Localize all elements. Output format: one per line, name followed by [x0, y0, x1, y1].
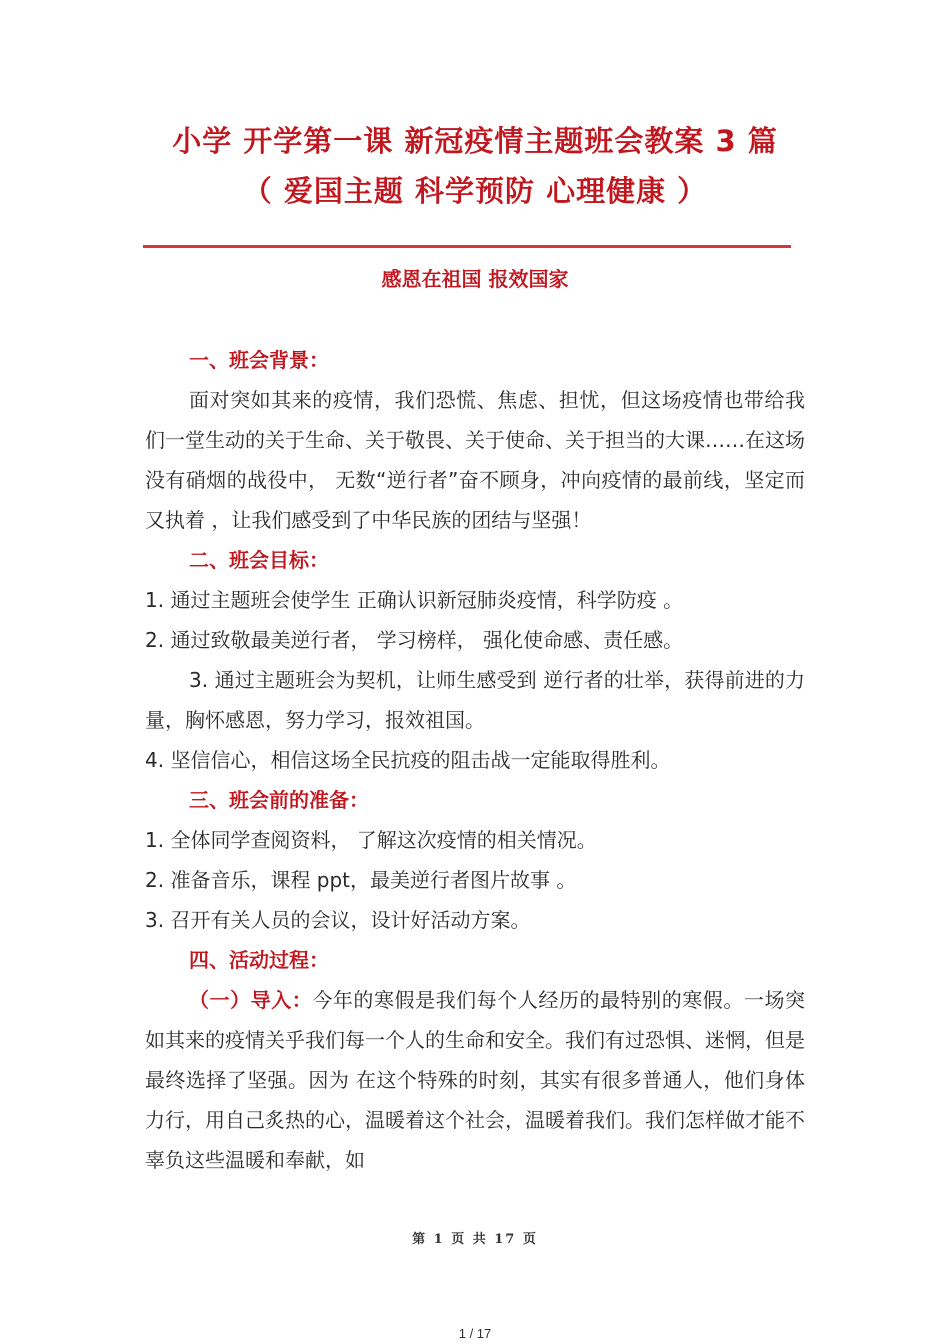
- document-subtitle: 感恩在祖国 报效国家: [381, 267, 569, 291]
- document-body: [145, 340, 805, 1180]
- goal-item-1: 1. 通过主题班会使学生 正确认识新冠肺炎疫情，科学防疫 。: [145, 588, 684, 612]
- document-title-line2: （ 爱国主题 科学预防 心理健康 ）: [242, 174, 708, 208]
- intro-paragraph: [145, 980, 805, 1180]
- section-heading-background: 一、班会背景：: [189, 348, 329, 372]
- section-heading-goals: 二、班会目标：: [189, 548, 329, 572]
- page-indicator: 1 / 17: [458, 1326, 492, 1341]
- prep-item-2: 2. 准备音乐，课程 ppt，最美逆行者图片故事 。: [145, 868, 577, 892]
- page-footer: 第 1 页 共 17 页: [412, 1232, 538, 1247]
- document-title-line1: 小学 开学第一课 新冠疫情主题班会教案 3 篇: [172, 124, 778, 158]
- intro-lead-label: （一）导入：: [189, 988, 313, 1012]
- prep-item-1: 1. 全体同学查阅资料， 了解这次疫情的相关情况。: [145, 828, 597, 852]
- section-heading-preparation: 三、班会前的准备：: [189, 788, 369, 812]
- title-divider: [143, 245, 791, 248]
- intro-paragraph-text: 今年的寒假是我们每个人经历的最特别的寒假。一场突如其来的疫情关乎我们每一个人的生命和安全。我们有过恐惧、迷惘，但是最终选择了坚强。因为 在这个特殊的时刻，其实有很多普通人，他们身体力行，用自己炙热的心，温暖着这个社会，温暖着我们。我们怎样做才能不辜负这些温暖和奉献，如: [145, 988, 806, 1172]
- goal-item-3: 3. 通过主题班会为契机，让师生感受到 逆行者的壮举，获得前进的力量，胸怀感恩，努力学习，报效祖国。: [145, 668, 805, 732]
- goal-item-4: 4. 坚信信心，相信这场全民抗疫的阻击战一定能取得胜利。: [145, 748, 671, 772]
- section-heading-process: 四、活动过程：: [189, 948, 329, 972]
- goal-item-2: 2. 通过致敬最美逆行者， 学习榜样， 强化使命感、责任感。: [145, 628, 684, 652]
- prep-item-3: 3. 召开有关人员的会议，设计好活动方案。: [145, 908, 531, 932]
- background-paragraph: 面对突如其来的疫情，我们恐慌、焦虑、担忧，但这场疫情也带给我们一堂生动的关于生命、关于敬畏、关于使命、关于担当的大课……在这场没有硝烟的战役中， 无数“逆行者”奋不顾身，冲向疫情的最前线，坚定而又执着 ，让我们感受到了中华民族的团结与坚强！: [145, 388, 805, 532]
